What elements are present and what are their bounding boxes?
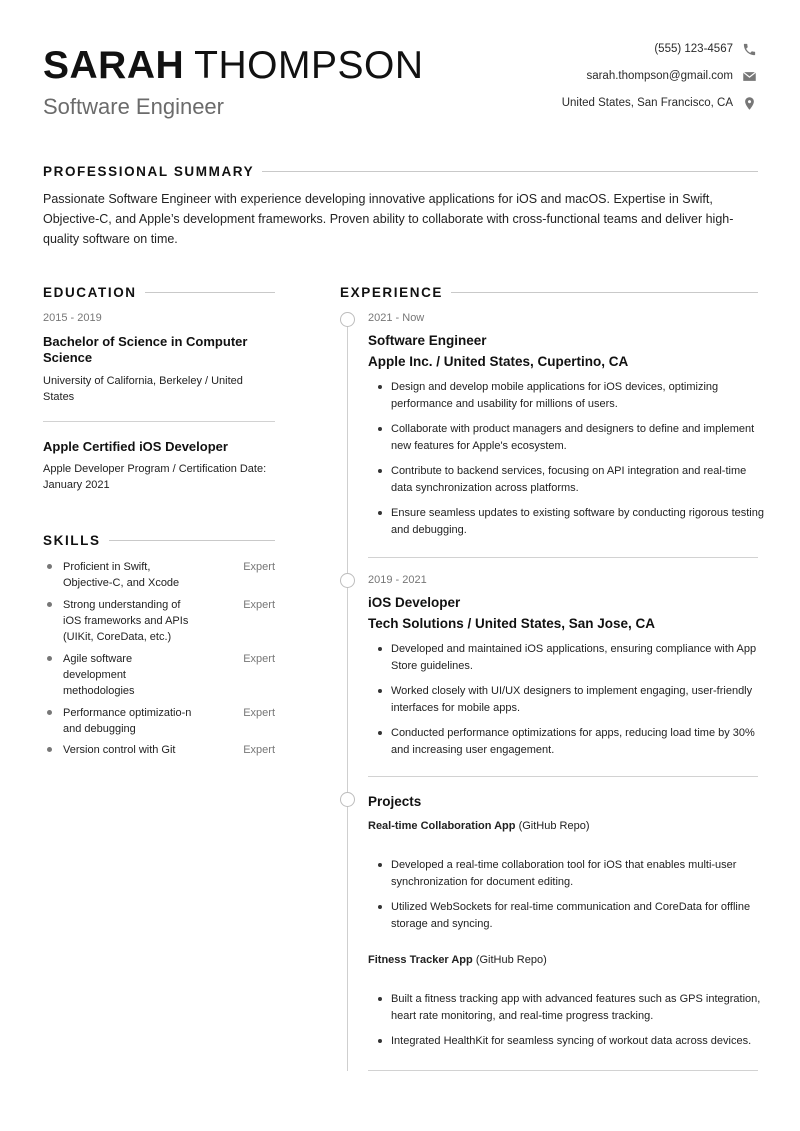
projects-divider — [368, 1070, 758, 1071]
education-heading — [43, 285, 275, 300]
contact-phone — [397, 41, 757, 57]
skill-item — [43, 651, 275, 699]
job-bullet — [378, 421, 770, 454]
candidate-name — [43, 44, 424, 88]
skill-item — [43, 742, 275, 758]
project-bullet-text: Built a fitness tracking app with advanced features such as GPS integration, heart rate monitoring, and real-time progress tracking. — [391, 993, 761, 1022]
certification-title: Apple Certified iOS Developer — [43, 439, 228, 454]
bullet — [378, 385, 382, 389]
education-divider — [43, 421, 275, 422]
heading-divider — [145, 292, 275, 293]
project-bullet-text: Integrated HealthKit for seamless syncing of workout data across devices. — [391, 1035, 752, 1047]
skill-name: Version control with Git — [63, 744, 176, 756]
skill-level: Expert — [243, 653, 275, 665]
heading-divider — [451, 292, 758, 293]
project-link[interactable]: (GitHub Repo) — [475, 954, 547, 966]
job-bullet — [378, 725, 770, 758]
skill-name: Proficient in Swift, Objective-C, and Xcode — [63, 561, 180, 589]
contact-location — [397, 95, 757, 111]
bullet — [378, 863, 382, 867]
bullet — [378, 1039, 382, 1043]
job-bullet — [378, 505, 770, 538]
job-bullet-text: Ensure seamless updates to existing software by conducting rigorous testing and debugging. — [391, 507, 764, 536]
projects-title: Projects — [368, 794, 422, 809]
skill-level: Expert — [243, 744, 275, 756]
bullet — [47, 747, 52, 752]
location-pin-icon — [741, 95, 757, 111]
project-name — [368, 954, 547, 966]
bullet — [47, 564, 52, 569]
skill-item — [43, 597, 275, 645]
job-bullet-text: Worked closely with UI/UX designers to implement engaging, user-friendly interfaces for mobile apps. — [391, 685, 753, 714]
timeline-node — [340, 573, 355, 588]
project-title: Real-time Collaboration App — [368, 820, 516, 832]
job-title: Software Engineer — [368, 333, 487, 348]
bullet — [378, 997, 382, 1001]
skills-heading-text: SKILLS — [43, 533, 101, 548]
skill-level: Expert — [243, 599, 275, 611]
job-bullet-text: Contribute to backend services, focusing on API integration and real-time data synchronization across platforms. — [391, 465, 747, 494]
location-text: United States, San Francisco, CA — [561, 97, 733, 109]
phone-icon — [741, 41, 757, 57]
skill-item — [43, 559, 275, 591]
contact-email — [397, 68, 757, 84]
mail-icon — [741, 68, 757, 84]
job-dates: 2019 - 2021 — [368, 574, 427, 586]
summary-text: Passionate Software Engineer with experience developing innovative applications for iOS and macOS. Expertise in Swift, Objective-C, and Apple’s development frameworks. Proven ability to collaborate with cross-functional teams and deliver high-quality software on time. — [43, 192, 734, 246]
bullet — [47, 710, 52, 715]
job-bullet — [378, 463, 770, 496]
project-bullet — [378, 899, 770, 932]
bullet — [378, 647, 382, 651]
email-text[interactable]: sarah.thompson@gmail.com — [586, 70, 733, 82]
job-title: iOS Developer — [368, 595, 461, 610]
experience-heading-text: EXPERIENCE — [340, 285, 444, 300]
job-bullet — [378, 379, 770, 412]
summary-heading — [43, 164, 758, 179]
certification-detail: Apple Developer Program / Certification Date: January 2021 — [43, 463, 267, 491]
project-bullet-text: Utilized WebSockets for real-time communication and CoreData for offline storage and syncing. — [391, 901, 751, 930]
bullet — [378, 511, 382, 515]
timeline-line — [347, 323, 348, 1071]
job-role: Software Engineer — [43, 94, 224, 119]
project-title: Fitness Tracker App — [368, 954, 473, 966]
project-bullet-text: Developed a real-time collaboration tool for iOS that enables multi-user synchronization for document editing. — [391, 859, 737, 888]
degree-school: University of California, Berkeley / United States — [43, 375, 243, 403]
project-link[interactable]: (GitHub Repo) — [518, 820, 590, 832]
project-bullet — [378, 1033, 770, 1050]
project-name — [368, 820, 589, 832]
degree-title: Bachelor of Science in Computer Science — [43, 334, 248, 365]
bullet — [378, 731, 382, 735]
skill-level: Expert — [243, 707, 275, 719]
summary-heading-text: PROFESSIONAL SUMMARY — [43, 164, 255, 179]
job-dates: 2021 - Now — [368, 312, 425, 324]
bullet — [47, 656, 52, 661]
timeline-node — [340, 792, 355, 807]
skill-name: Performance optimizatio-n and debugging — [63, 707, 192, 735]
skill-item — [43, 705, 275, 737]
job-bullet-text: Collaborate with product managers and designers to define and implement new features for Apple's ecosystem. — [391, 423, 755, 452]
skill-name: Strong understanding of iOS frameworks and APIs (UIKit, CoreData, etc.) — [63, 599, 189, 643]
heading-divider — [262, 171, 758, 172]
first-name: SARAH — [43, 44, 185, 87]
skills-heading — [43, 533, 275, 548]
skill-level: Expert — [243, 561, 275, 573]
phone-text: (555) 123-4567 — [654, 43, 733, 55]
bullet — [378, 905, 382, 909]
job-bullet-text: Developed and maintained iOS applications, ensuring compliance with App Store guidelines. — [391, 643, 757, 672]
bullet — [47, 602, 52, 607]
last-name: THOMPSON — [194, 44, 424, 87]
job-divider — [368, 557, 758, 558]
project-bullet — [378, 857, 770, 890]
education-dates: 2015 - 2019 — [43, 312, 102, 324]
job-company: Tech Solutions / United States, San Jose, CA — [368, 616, 656, 631]
job-company: Apple Inc. / United States, Cupertino, CA — [368, 354, 629, 369]
experience-heading — [340, 285, 758, 300]
project-bullet — [378, 991, 770, 1024]
skill-name: Agile software development methodologies — [63, 653, 135, 697]
bullet — [378, 689, 382, 693]
heading-divider — [109, 540, 275, 541]
job-bullet-text: Design and develop mobile applications for iOS devices, optimizing performance and usability for millions of users. — [391, 381, 719, 410]
education-heading-text: EDUCATION — [43, 285, 137, 300]
job-divider — [368, 776, 758, 777]
timeline-node — [340, 312, 355, 327]
job-bullet — [378, 641, 770, 674]
job-bullet-text: Conducted performance optimizations for apps, reducing load time by 30% and increasing user engagement. — [391, 727, 755, 756]
bullet — [378, 427, 382, 431]
bullet — [378, 469, 382, 473]
job-bullet — [378, 683, 770, 716]
